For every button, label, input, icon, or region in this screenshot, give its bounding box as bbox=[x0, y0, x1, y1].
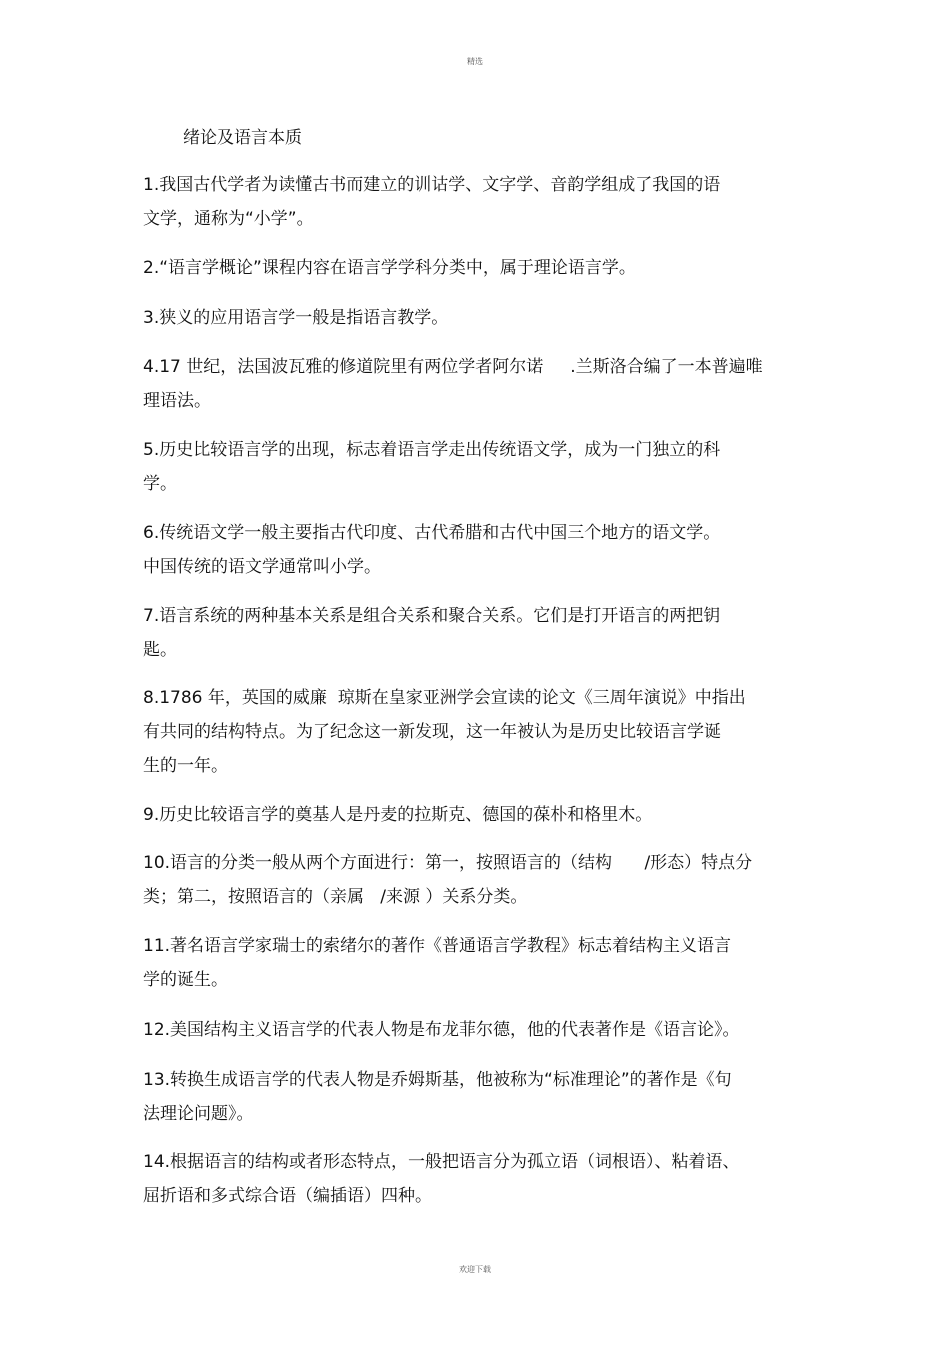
paragraph-line: 11.著名语言学家瑞士的索绪尔的著作《普通语言学教程》标志着结构主义语言 bbox=[143, 936, 732, 956]
paragraph-line: 中国传统的语文学通常叫小学。 bbox=[143, 557, 381, 577]
paragraph-line: 5.历史比较语言学的出现，标志着语言学走出传统语文学，成为一门独立的科 bbox=[143, 440, 721, 460]
header-watermark: 精选 bbox=[467, 57, 483, 66]
paragraph-7 bbox=[143, 599, 793, 667]
paragraph-line: 有共同的结构特点。为了纪念这一新发现，这一年被认为是历史比较语言学诞 bbox=[143, 722, 721, 742]
paragraph-line: 6.传统语文学一般主要指古代印度、古代希腊和古代中国三个地方的语文学。 bbox=[143, 523, 721, 543]
paragraph-3 bbox=[143, 301, 793, 335]
paragraph-13 bbox=[143, 1063, 793, 1131]
paragraph-line: 9.历史比较语言学的奠基人是丹麦的拉斯克、德国的葆朴和格里木。 bbox=[143, 805, 653, 825]
paragraph-line: 文学，通称为“小学”。 bbox=[143, 209, 314, 229]
paragraph-6 bbox=[143, 516, 793, 584]
paragraph-line: 14.根据语言的结构或者形态特点，一般把语言分为孤立语（词根语）、粘着语、 bbox=[143, 1152, 740, 1172]
paragraph-line: 4.17 世纪，法国波瓦雅的修道院里有两位学者阿尔诺 .兰斯洛合编了一本普遍唯 bbox=[143, 357, 763, 377]
paragraph-line: 13.转换生成语言学的代表人物是乔姆斯基，他被称为“标准理论”的著作是《句 bbox=[143, 1070, 732, 1090]
paragraph-line: 法理论问题》。 bbox=[143, 1104, 254, 1124]
paragraph-9 bbox=[143, 798, 793, 832]
paragraph-line: 匙。 bbox=[143, 640, 177, 660]
paragraph-line: 类；第二，按照语言的（亲属 /来源 ）关系分类。 bbox=[143, 887, 528, 907]
paragraph-14 bbox=[143, 1145, 793, 1213]
paragraph-line: 2.“语言学概论”课程内容在语言学学科分类中，属于理论语言学。 bbox=[143, 258, 636, 278]
paragraph-8 bbox=[143, 681, 793, 783]
paragraph-line: 10.语言的分类一般从两个方面进行：第一，按照语言的（结构 /形态）特点分 bbox=[143, 853, 753, 873]
footer-watermark: 欢迎下载 bbox=[459, 1265, 491, 1274]
paragraph-line: 屈折语和多式综合语（编插语）四种。 bbox=[143, 1186, 432, 1206]
paragraph-1 bbox=[143, 168, 793, 236]
paragraph-line: 生的一年。 bbox=[143, 756, 228, 776]
paragraph-11 bbox=[143, 929, 793, 997]
paragraph-line: 理语法。 bbox=[143, 391, 211, 411]
paragraph-line: 12.美国结构主义语言学的代表人物是布龙菲尔德，他的代表著作是《语言论》。 bbox=[143, 1020, 740, 1040]
paragraph-line: 8.1786 年，英国的威廉 琼斯在皇家亚洲学会宣读的论文《三周年演说》中指出 bbox=[143, 688, 746, 708]
paragraph-12 bbox=[143, 1013, 793, 1047]
paragraph-line: 7.语言系统的两种基本关系是组合关系和聚合关系。它们是打开语言的两把钥 bbox=[143, 606, 721, 626]
paragraph-line: 1.我国古代学者为读懂古书而建立的训诂学、文字学、音韵学组成了我国的语 bbox=[143, 175, 721, 195]
paragraph-line: 学的诞生。 bbox=[143, 970, 228, 990]
paragraph-10 bbox=[143, 846, 793, 914]
paragraph-line: 3.狭义的应用语言学一般是指语言教学。 bbox=[143, 308, 449, 328]
paragraph-2 bbox=[143, 251, 793, 285]
paragraph-5 bbox=[143, 433, 793, 501]
document-title: 绪论及语言本质 bbox=[183, 128, 302, 148]
paragraph-line: 学。 bbox=[143, 474, 177, 494]
paragraph-4 bbox=[143, 350, 793, 418]
